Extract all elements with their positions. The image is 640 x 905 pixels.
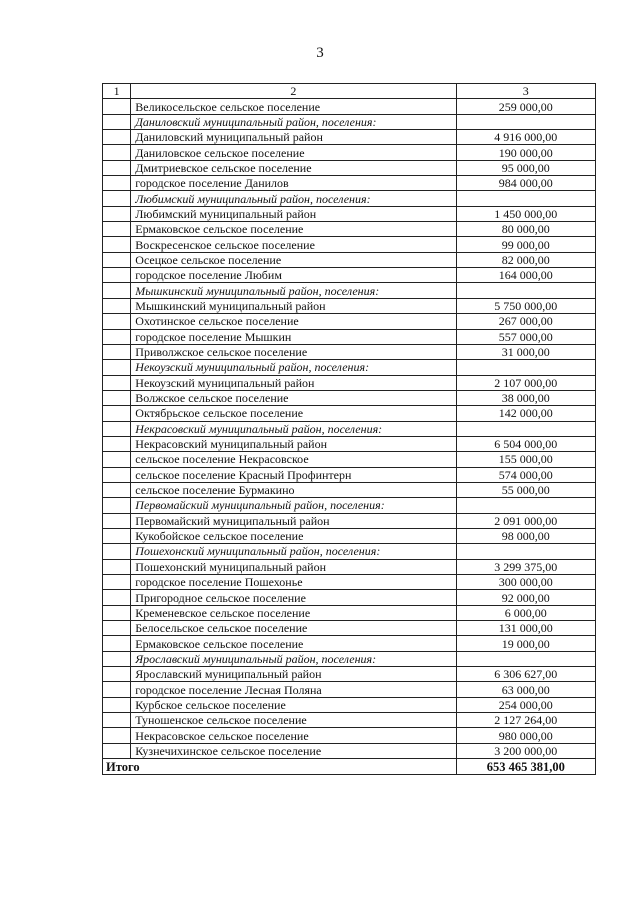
table-row (103, 482, 596, 497)
table-row (103, 713, 596, 728)
row-number-cell (103, 544, 131, 559)
row-number-cell (103, 191, 131, 206)
recipient-name-cell: Кременевское сельское поселение (131, 605, 456, 620)
total-label: Итого (103, 759, 457, 775)
group-heading-cell: Даниловский муниципальный район, поселения: (131, 114, 456, 129)
amount-cell: 2 127 264,00 (456, 713, 595, 728)
amount-cell: 82 000,00 (456, 252, 595, 267)
amount-cell: 984 000,00 (456, 176, 595, 191)
row-number-cell (103, 268, 131, 283)
amount-cell (456, 114, 595, 129)
recipient-name-cell: Охотинское сельское поселение (131, 314, 456, 329)
row-number-cell (103, 298, 131, 313)
amount-cell: 55 000,00 (456, 482, 595, 497)
row-number-cell (103, 344, 131, 359)
total-amount: 653 465 381,00 (456, 759, 595, 775)
table-row (103, 252, 596, 267)
row-number-cell (103, 145, 131, 160)
column-1-header: 1 (103, 84, 131, 99)
amount-cell: 3 299 375,00 (456, 559, 595, 574)
row-number-cell (103, 130, 131, 145)
amount-cell: 190 000,00 (456, 145, 595, 160)
recipient-name-cell: Белосельское сельское поселение (131, 621, 456, 636)
recipient-name-cell: Ермаковское сельское поселение (131, 636, 456, 651)
row-number-cell (103, 375, 131, 390)
row-number-cell (103, 467, 131, 482)
amount-cell: 2 107 000,00 (456, 375, 595, 390)
amount-cell (456, 283, 595, 298)
table-row (103, 605, 596, 620)
amount-cell: 6 000,00 (456, 605, 595, 620)
recipient-name-cell: Даниловский муниципальный район (131, 130, 456, 145)
row-number-cell (103, 314, 131, 329)
table-row (103, 636, 596, 651)
table-row (103, 145, 596, 160)
row-number-cell (103, 713, 131, 728)
group-heading-cell: Пошехонский муниципальный район, поселения: (131, 544, 456, 559)
amount-cell: 99 000,00 (456, 237, 595, 252)
row-number-cell (103, 682, 131, 697)
row-number-cell (103, 605, 131, 620)
table-row (103, 237, 596, 252)
amount-cell: 2 091 000,00 (456, 513, 595, 528)
recipient-name-cell: городское поселение Данилов (131, 176, 456, 191)
amount-cell (456, 421, 595, 436)
amount-cell: 259 000,00 (456, 99, 595, 114)
table-row (103, 222, 596, 237)
group-heading-row (103, 191, 596, 206)
table-row (103, 590, 596, 605)
amount-cell (456, 544, 595, 559)
table-row (103, 697, 596, 712)
recipient-name-cell: сельское поселение Бурмакино (131, 482, 456, 497)
table-row (103, 268, 596, 283)
recipient-name-cell: Воскресенское сельское поселение (131, 237, 456, 252)
recipient-name-cell: Туношенское сельское поселение (131, 713, 456, 728)
table-row (103, 743, 596, 758)
row-number-cell (103, 390, 131, 405)
amount-cell: 31 000,00 (456, 344, 595, 359)
amount-cell: 3 200 000,00 (456, 743, 595, 758)
recipient-name-cell: Приволжское сельское поселение (131, 344, 456, 359)
table-row (103, 206, 596, 221)
recipient-name-cell: городское поселение Мышкин (131, 329, 456, 344)
allocation-table (102, 83, 596, 775)
recipient-name-cell: Ермаковское сельское поселение (131, 222, 456, 237)
row-number-cell (103, 237, 131, 252)
table-row (103, 621, 596, 636)
amount-cell: 254 000,00 (456, 697, 595, 712)
recipient-name-cell: Некоузский муниципальный район (131, 375, 456, 390)
recipient-name-cell: Первомайский муниципальный район (131, 513, 456, 528)
row-number-cell (103, 406, 131, 421)
row-number-cell (103, 528, 131, 543)
amount-cell (456, 191, 595, 206)
amount-cell: 5 750 000,00 (456, 298, 595, 313)
amount-cell: 80 000,00 (456, 222, 595, 237)
amount-cell: 980 000,00 (456, 728, 595, 743)
table-row (103, 467, 596, 482)
amount-cell: 95 000,00 (456, 160, 595, 175)
row-number-cell (103, 252, 131, 267)
group-heading-cell: Любимский муниципальный район, поселения: (131, 191, 456, 206)
recipient-name-cell: Пошехонский муниципальный район (131, 559, 456, 574)
row-number-cell (103, 206, 131, 221)
table-row (103, 667, 596, 682)
row-number-cell (103, 590, 131, 605)
row-number-cell (103, 452, 131, 467)
amount-cell (456, 360, 595, 375)
amount-cell: 267 000,00 (456, 314, 595, 329)
recipient-name-cell: Пригородное сельское поселение (131, 590, 456, 605)
row-number-cell (103, 222, 131, 237)
table-row (103, 436, 596, 451)
table-row (103, 99, 596, 114)
recipient-name-cell: Кукобойское сельское поселение (131, 528, 456, 543)
row-number-cell (103, 667, 131, 682)
row-number-cell (103, 482, 131, 497)
row-number-cell (103, 421, 131, 436)
row-number-cell (103, 498, 131, 513)
row-number-cell (103, 329, 131, 344)
row-number-cell (103, 728, 131, 743)
amount-cell: 92 000,00 (456, 590, 595, 605)
group-heading-row (103, 114, 596, 129)
table-row (103, 160, 596, 175)
page-number: 3 (316, 45, 324, 61)
table-row (103, 728, 596, 743)
row-number-cell (103, 436, 131, 451)
recipient-name-cell: Ярославский муниципальный район (131, 667, 456, 682)
table-header-row (103, 84, 596, 99)
total-row (103, 759, 596, 775)
amount-cell: 574 000,00 (456, 467, 595, 482)
group-heading-cell: Некрасовский муниципальный район, поселения: (131, 421, 456, 436)
row-number-cell (103, 99, 131, 114)
amount-cell: 6 306 627,00 (456, 667, 595, 682)
amount-cell: 300 000,00 (456, 575, 595, 590)
amount-cell: 142 000,00 (456, 406, 595, 421)
amount-cell: 4 916 000,00 (456, 130, 595, 145)
recipient-name-cell: Осецкое сельское поселение (131, 252, 456, 267)
table-row (103, 298, 596, 313)
recipient-name-cell: городское поселение Пошехонье (131, 575, 456, 590)
table-row (103, 575, 596, 590)
recipient-name-cell: Дмитриевское сельское поселение (131, 160, 456, 175)
column-2-header: 2 (131, 84, 456, 99)
group-heading-cell: Первомайский муниципальный район, поселения: (131, 498, 456, 513)
row-number-cell (103, 513, 131, 528)
row-number-cell (103, 176, 131, 191)
table-row (103, 528, 596, 543)
recipient-name-cell: Волжское сельское поселение (131, 390, 456, 405)
recipient-name-cell: сельское поселение Некрасовское (131, 452, 456, 467)
amount-cell (456, 498, 595, 513)
table-row (103, 176, 596, 191)
group-heading-row (103, 421, 596, 436)
recipient-name-cell: городское поселение Лесная Поляна (131, 682, 456, 697)
recipient-name-cell: городское поселение Любим (131, 268, 456, 283)
recipient-name-cell: Некрасовский муниципальный район (131, 436, 456, 451)
table-row (103, 390, 596, 405)
amount-cell: 155 000,00 (456, 452, 595, 467)
recipient-name-cell: Курбское сельское поселение (131, 697, 456, 712)
group-heading-cell: Мышкинский муниципальный район, поселения: (131, 283, 456, 298)
table-row (103, 559, 596, 574)
row-number-cell (103, 283, 131, 298)
row-number-cell (103, 160, 131, 175)
recipient-name-cell: Кузнечихинское сельское поселение (131, 743, 456, 758)
group-heading-row (103, 651, 596, 666)
table-row (103, 375, 596, 390)
column-3-header: 3 (456, 84, 595, 99)
amount-cell: 19 000,00 (456, 636, 595, 651)
table-row (103, 344, 596, 359)
amount-cell: 98 000,00 (456, 528, 595, 543)
recipient-name-cell: Некрасовское сельское поселение (131, 728, 456, 743)
row-number-cell (103, 651, 131, 666)
row-number-cell (103, 114, 131, 129)
amount-cell: 131 000,00 (456, 621, 595, 636)
recipient-name-cell: Великосельское сельское поселение (131, 99, 456, 114)
amount-cell: 38 000,00 (456, 390, 595, 405)
row-number-cell (103, 559, 131, 574)
group-heading-row (103, 544, 596, 559)
row-number-cell (103, 575, 131, 590)
recipient-name-cell: Любимский муниципальный район (131, 206, 456, 221)
group-heading-row (103, 498, 596, 513)
amount-cell (456, 651, 595, 666)
table-row (103, 329, 596, 344)
row-number-cell (103, 743, 131, 758)
amount-cell: 557 000,00 (456, 329, 595, 344)
row-number-cell (103, 360, 131, 375)
amount-cell: 164 000,00 (456, 268, 595, 283)
amount-cell: 1 450 000,00 (456, 206, 595, 221)
table-row (103, 452, 596, 467)
group-heading-cell: Ярославский муниципальный район, поселения: (131, 651, 456, 666)
recipient-name-cell: Октябрьское сельское поселение (131, 406, 456, 421)
table-row (103, 130, 596, 145)
group-heading-row (103, 283, 596, 298)
recipient-name-cell: Даниловское сельское поселение (131, 145, 456, 160)
recipient-name-cell: сельское поселение Красный Профинтерн (131, 467, 456, 482)
group-heading-cell: Некоузский муниципальный район, поселения: (131, 360, 456, 375)
amount-cell: 6 504 000,00 (456, 436, 595, 451)
table-row (103, 682, 596, 697)
table-row (103, 314, 596, 329)
table-row (103, 406, 596, 421)
group-heading-row (103, 360, 596, 375)
amount-cell: 63 000,00 (456, 682, 595, 697)
recipient-name-cell: Мышкинский муниципальный район (131, 298, 456, 313)
row-number-cell (103, 636, 131, 651)
row-number-cell (103, 697, 131, 712)
table-row (103, 513, 596, 528)
row-number-cell (103, 621, 131, 636)
